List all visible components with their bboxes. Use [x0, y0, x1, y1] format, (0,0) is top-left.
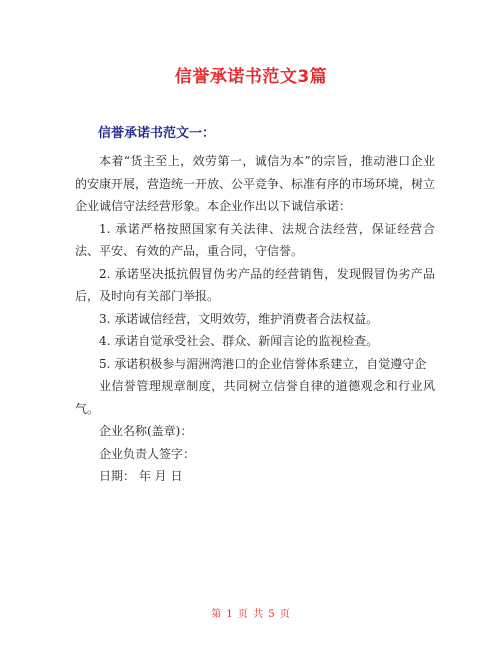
paragraph-item-2: 2. 承诺坚决抵抗假冒伪劣产品的经营销售，发现假冒伪劣产品后，及时向有关部门举报。 — [75, 266, 435, 303]
signatory-field: 企业负责人签字： — [99, 446, 196, 461]
paragraph-item-4: 4. 承诺自觉承受社会、群众、新闻言论的监视检查。 — [99, 334, 379, 348]
document-title: 信誉承诺书范文3篇 — [174, 67, 328, 87]
paragraph-continuation: 业信誉管理规章制度，共同树立信誉自律的道德观念和行业风气。 — [75, 379, 435, 416]
section-heading: 信誉承诺书范文一： — [98, 126, 216, 141]
document-body — [75, 150, 435, 488]
page-footer: 第 1 页 共 5 页 — [211, 609, 291, 620]
paragraph-intro: 本着“货主至上，效劳第一，诚信为本”的宗旨，推动港口企业的安康开展，营造统一开放、公平竞争、标准有序的市场环境，树立企业诚信守法经营形象。本企业作出以下诚信承诺： — [75, 154, 436, 213]
date-field: 日期： 年 月 日 — [99, 469, 183, 483]
paragraph-item-3: 3. 承诺诚信经营，文明效劳，维护消费者合法权益。 — [99, 311, 379, 326]
company-name-field: 企业名称(盖章)： — [99, 424, 193, 438]
paragraph-item-5: 5. 承诺积极参与湄洲湾港口的企业信誉体系建立，自觉遵守企 — [99, 356, 427, 371]
paragraph-item-1: 1. 承诺严格按照国家有关法律、法规合法经营，保证经营合法、平安、有效的产品，重合同，守信誉。 — [75, 221, 435, 258]
